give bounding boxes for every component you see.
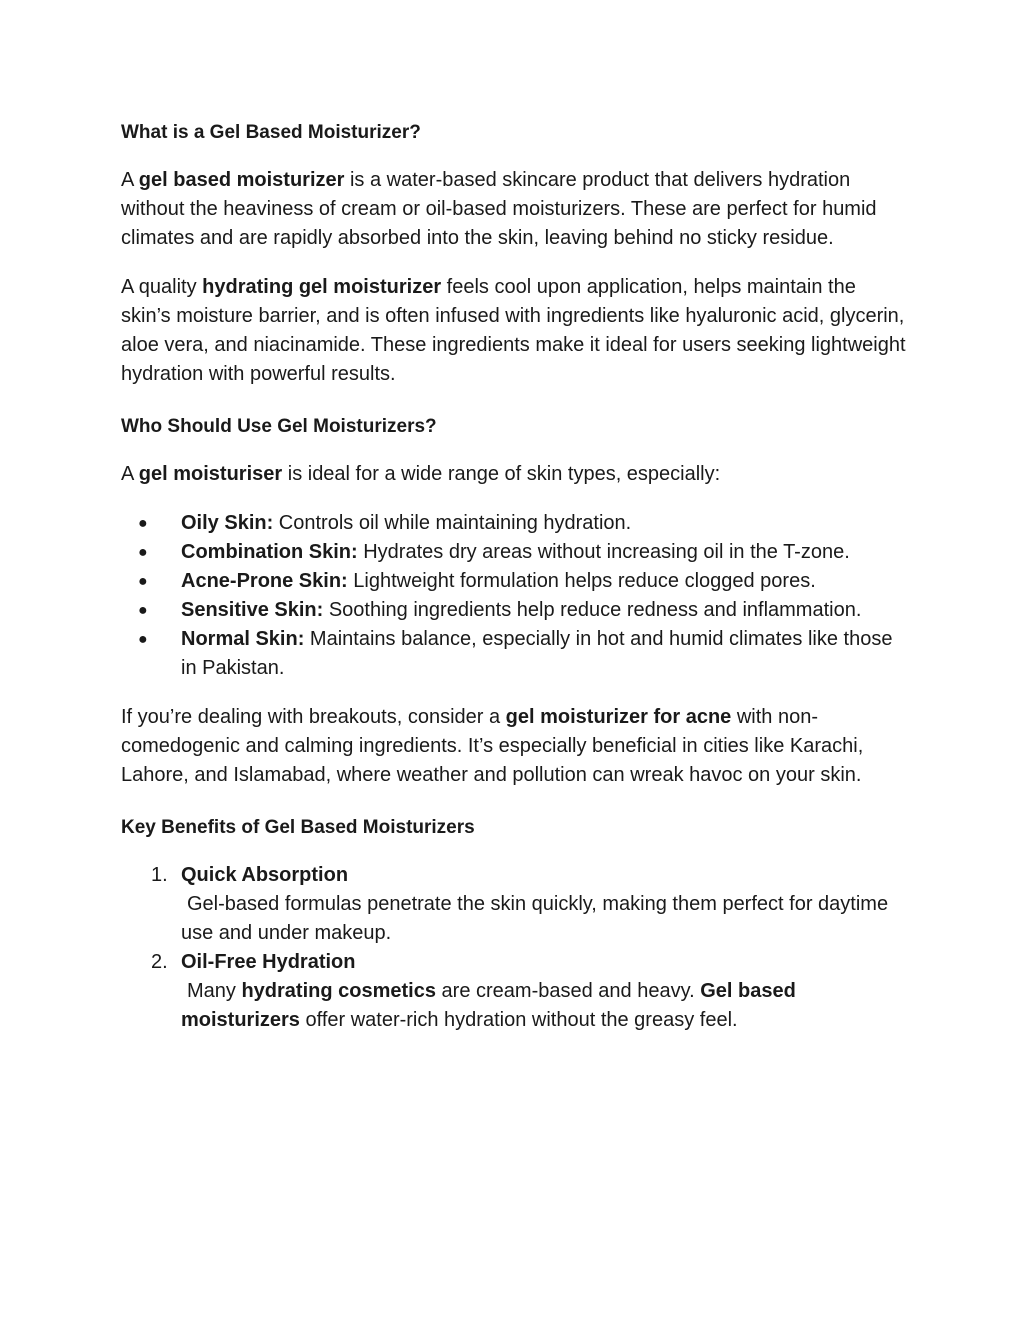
list-item-label: Normal Skin: [181,628,305,650]
benefit-body-bold-b: hydrating cosmetics [241,980,436,1002]
paragraph-intro-text-a: A [121,169,139,191]
bullet-icon: ● [138,631,148,648]
paragraph-quality-text-a: A quality [121,276,203,298]
skin-types-list [121,509,911,683]
paragraph-acne-text-c: with non-comedogenic and calming ingredients. It’s especially beneficial in cities like Karachi, Lahore, and Islamabad, where weather and pollution can wreak havoc on your skin. [121,706,864,786]
heading-key-benefits: Key Benefits of Gel Based Moisturizers [121,817,475,838]
paragraph-intro-bold: gel based moisturizer [138,169,345,191]
list-item [121,538,911,567]
list-number: 2. [151,951,168,973]
bullet-icon: ● [138,602,148,619]
paragraph-skin-types-bold: gel moisturiser [138,463,283,485]
benefit-body-text-c: are cream-based and heavy. [435,980,701,1002]
paragraph-skin-types-text-a: A [121,463,139,485]
paragraph-quality-text-c: feels cool upon application, helps maintain the skin’s moisture barrier, and is often infused with ingredients like hyaluronic acid, glycerin, aloe vera, and niacinamide. These ingredients make it ideal for users seeking lightweight hydration with powerful results. [121,276,906,385]
benefit-title: Quick Absorption [181,864,349,886]
list-item-text: Lightweight formulation helps reduce clogged pores. [347,570,816,592]
bullet-icon: ● [138,515,148,532]
heading-who-should-use: Who Should Use Gel Moisturizers? [121,416,437,437]
list-item-text: Hydrates dry areas without increasing oil in the T-zone. [357,541,850,563]
list-item-label: Oily Skin: [181,512,274,534]
list-item-label: Combination Skin: [181,541,358,563]
paragraph-quality-bold: hydrating gel moisturizer [202,276,442,298]
paragraph-quality [121,273,911,389]
bullet-icon: ● [138,544,148,561]
benefits-list [121,861,911,1035]
list-item-label: Sensitive Skin: [181,599,324,621]
paragraph-intro-text-c: is a water-based skincare product that delivers hydration without the heaviness of cream or oil-based moisturizers. These are perfect for humid climates and are rapidly absorbed into the skin, leaving behind no sticky residue. [121,169,877,249]
paragraph-skin-types-text-c: is ideal for a wide range of skin types, especially: [282,463,721,485]
paragraph-intro [121,166,911,253]
bullet-icon: ● [138,573,148,590]
list-item [121,596,911,625]
paragraph-skin-types-intro [121,460,911,489]
list-item [121,625,911,683]
benefit-body-text-a: Many [187,980,242,1002]
list-item-text: Soothing ingredients help reduce redness and inflammation. [323,599,862,621]
paragraph-acne-text-a: If you’re dealing with breakouts, consider a [121,706,506,728]
paragraph-acne-bold: gel moisturizer for acne [505,706,732,728]
list-item [121,509,911,538]
list-item-text: Controls oil while maintaining hydration. [273,512,632,534]
list-number: 1. [151,864,168,886]
heading-what-is-gel-moisturizer: What is a Gel Based Moisturizer? [121,122,421,143]
benefit-body-bold-d: Gel based moisturizers [181,980,796,1031]
document-page [121,118,911,1035]
list-item [121,861,911,948]
list-item-text: Maintains balance, especially in hot and humid climates like those in Pakistan. [181,628,893,679]
list-item [121,567,911,596]
list-item-label: Acne-Prone Skin: [181,570,348,592]
benefit-body-text-e: offer water-rich hydration without the greasy feel. [299,1009,738,1031]
paragraph-acne [121,703,911,790]
benefit-title: Oil-Free Hydration [181,951,356,973]
benefit-body: Gel-based formulas penetrate the skin quickly, making them perfect for daytime use and under makeup. [181,893,889,944]
list-item [121,948,911,1035]
